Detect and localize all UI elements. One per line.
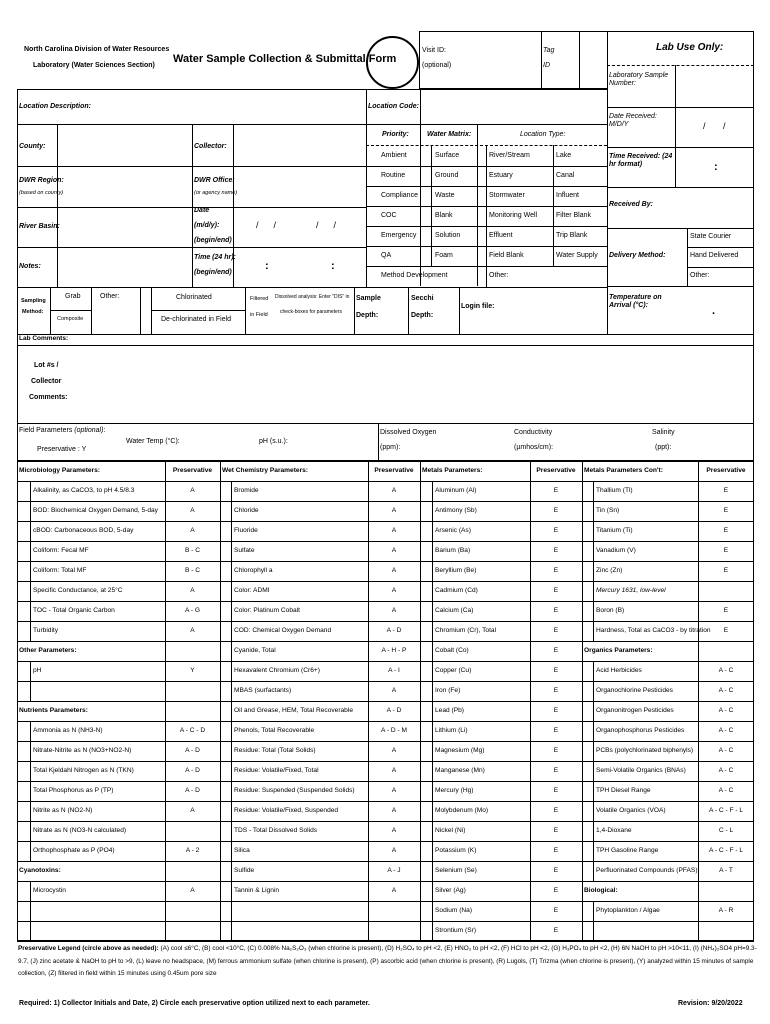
preservative-code[interactable]: A - D [386,707,402,714]
dissolved-oxygen-label-1[interactable]: Dissolved Oxygen [380,429,437,436]
county-label: County: [19,143,46,150]
parameter-label[interactable]: Nitrite as N (NO2-N) [33,807,93,814]
parameter-label[interactable]: COD: Chemical Oxygen Demand [234,627,332,634]
parameter-label[interactable]: Perfluorinated Compounds (PFAS) [596,867,698,874]
loctype-river-stream[interactable]: River/Stream [489,152,530,159]
footer-required: Required: 1) Collector Initials and Date, 2) Circle each preservative option utilized next to each parameter. [19,1000,370,1007]
dissolved-oxygen-label-2: (ppm): [380,444,401,451]
time-label-2: (begin/end) [194,269,232,276]
preservative-code[interactable]: E [553,507,559,514]
salinity-label-1[interactable]: Salinity [652,429,675,436]
parameter-label[interactable]: Coliform: Fecal MF [33,547,89,554]
lab-use-title: Lab Use Only: [656,42,724,53]
preservative-code[interactable]: A - D [185,747,200,754]
seal-circle [366,36,419,89]
water-matrix-label: Water Matrix: [427,131,472,138]
date-label-1: Date [194,207,210,214]
preservative-code[interactable]: E [553,907,559,914]
parameter-label[interactable]: Aluminum (Al) [435,487,477,494]
preservative-code[interactable]: A [391,787,397,794]
preservative-code[interactable]: E [723,547,729,554]
notes-label: Notes: [19,263,41,270]
parameter-label[interactable]: Cadmium (Cd) [435,587,478,594]
matrix-surface[interactable]: Surface [435,152,460,159]
preservative-code[interactable]: E [553,727,559,734]
parameter-label[interactable]: TPH Diesel Range [596,787,651,794]
preservative-code[interactable]: A - D [185,767,200,774]
preservative-code[interactable]: A [391,487,397,494]
section-header: Nutrients Parameters: [19,707,88,714]
parameter-label[interactable]: Magnesium (Mg) [435,747,485,754]
section-header: Biological: [584,887,618,894]
preservative-code[interactable]: A [391,827,397,834]
parameter-label[interactable]: MBAS (surfactants) [234,687,292,694]
collector-label: Collector: [194,143,227,150]
section-header: Cyanotoxins: [19,867,61,874]
parameter-label[interactable]: BOD: Biochemical Oxygen Demand, 5-day [33,507,158,514]
preservative-code[interactable]: A [190,507,195,514]
preservative-code[interactable]: E [723,607,729,614]
parameter-label[interactable]: Sodium (Na) [435,907,473,914]
preservative-code[interactable]: E [553,627,559,634]
tag-label: Tag [543,47,555,54]
loctype-trip-blank[interactable]: Trip Blank [556,232,588,239]
time-begin-colon[interactable]: : [265,260,269,272]
parameter-label[interactable]: Color: Platinum Cobalt [234,607,300,614]
loctype-filter-blank[interactable]: Filter Blank [556,212,592,219]
field-preservative-y: Preservative : Y [37,446,87,453]
parameter-label[interactable]: Cyanide, Total [234,647,276,654]
preservative-code[interactable]: C - L [718,827,734,834]
sampling-grab[interactable]: Grab [65,293,81,300]
parameter-label[interactable]: Organonitrogen Pesticides [596,707,674,714]
parameter-label[interactable]: Hardness, Total as CaCO3 - by titration [596,627,711,634]
temperature-label: Temperature on Arrival (°C): [609,294,662,310]
preservative-code[interactable]: A - J [387,867,401,874]
parameter-label[interactable]: Organophosphorus Pesticides [596,727,685,734]
preservative-code[interactable]: E [553,567,559,574]
parameter-label[interactable]: Residue: Total (Total Solids) [234,747,316,754]
parameter-label[interactable]: Microcystin [33,887,66,894]
matrix-waste[interactable]: Waste [435,192,455,199]
footer-revision: Revision: 9/20/2022 [678,1000,743,1007]
preservative-code[interactable]: A - C [718,747,734,754]
location-description-label: Location Description: [19,103,91,110]
loctype-other[interactable]: Other: [489,272,509,279]
preservative-code[interactable]: A [190,587,195,594]
preservative-code[interactable]: A [391,807,397,814]
parameter-label[interactable]: Nickel (Ni) [435,827,466,834]
preservative-code[interactable]: A [190,807,195,814]
parameter-label[interactable]: Boron (B) [596,607,625,614]
delivery-other[interactable]: Other: [690,272,710,279]
river-basin-label: River Basin: [19,223,60,230]
parameter-label[interactable]: Calcium (Ca) [435,607,474,614]
preservative-code[interactable]: E [553,487,559,494]
preservative-code[interactable]: A - C [718,707,734,714]
preservative-code[interactable]: B - C [184,567,201,574]
preservative-code[interactable]: E [553,687,559,694]
date-begin-slashes[interactable]: / / [256,220,277,230]
parameter-label[interactable]: Zinc (Zn) [596,567,623,574]
section-header: Metals Parameters Con't: [584,467,663,474]
parameter-label[interactable]: Residue: Volatile/Fixed, Total [234,767,319,774]
preservative-code[interactable]: A [391,747,397,754]
delivery-state-courier[interactable]: State Courier [690,233,732,240]
preservative-code[interactable]: E [723,527,729,534]
preservative-code[interactable]: E [553,707,559,714]
preservative-header: Preservative [536,467,576,474]
preservative-header: Preservative [706,467,746,474]
preservative-header: Preservative [172,467,213,474]
loctype-monitoring-well[interactable]: Monitoring Well [489,212,538,219]
preservative-code[interactable]: A [391,887,397,894]
preservative-code[interactable]: E [553,827,559,834]
preservative-code[interactable]: A [190,887,195,894]
time-label-1: Time (24 hr): [194,254,236,261]
comments-label: Comments: [29,394,68,401]
parameter-label[interactable]: Titanium (Ti) [596,527,633,534]
preservative-code[interactable]: A [391,587,397,594]
visit-id-note: (optional) [422,62,452,69]
ph-label[interactable]: pH (s.u.): [259,438,288,445]
priority-qa[interactable]: QA [381,252,392,259]
preservative-code[interactable]: B - C [184,547,201,554]
parameter-label[interactable]: Semi-Volatile Organics (BNAs) [596,767,686,774]
dwr-region-label: DWR Region: [19,177,64,184]
date-label-3: (begin/end) [194,237,232,244]
form-title: Water Sample Collection & Submittal Form [173,53,397,65]
sample-depth-label-2: Depth: [356,312,379,319]
preservative-legend: Preservative Legend (circle above as needed): (A) cool ≤6°C, (B) cool <10°C, (C) 0.008% Na₂S₂O₃ (when chlorine is present), (D) H₂SO₄ to pH <2, (E) HNO₃ to pH <2, (F) HCl to pH <2, (G) H₃PO₄ to pH <2, (H) 6N NaOH to pH >10<11, (I) (NH₄)₂SO4 pH=9.3-9.7, (J) zinc acetate & NaOH to pH to >9, (L) leave no headspace, (M) ferrous ammonium sulfate (when chlorine is present), (P) ascorbic acid (when chlorine is present), (R) Lugols, (T) Trizma (when chlorine is present), (Y) analyzed within 15 minutes of sample collection, (Z) filtered in field within 15 minutes using 0.45um pore size [18,945,757,977]
parameter-label[interactable]: Manganese (Mn) [435,767,485,774]
loctype-influent[interactable]: Influent [556,192,579,199]
filtered-in-field-1: Filtered [250,296,269,302]
parameter-label[interactable]: Beryllium (Be) [435,567,477,574]
priority-compliance[interactable]: Compliance [381,192,418,199]
parameter-label[interactable]: Chloride [234,507,259,514]
preservative-code[interactable]: A [391,847,397,854]
water-temp-label[interactable]: Water Temp (°C): [126,438,180,445]
parameter-label[interactable]: Oil and Grease, HEM, Total Recoverable [234,707,353,714]
parameter-label[interactable]: Nitrate as N (NO3-N calculated) [33,827,127,834]
delivery-method-label: Delivery Method: [609,252,666,259]
parameter-label[interactable]: Alkalinity, as CaCO3, to pH 4.5/8.3 [33,487,135,494]
sampling-method-label-2: Method: [22,309,44,315]
preservative-code[interactable]: A [391,507,397,514]
preservative-code[interactable]: A - R [718,907,734,914]
priority-emergency[interactable]: Emergency [381,232,417,239]
parameter-label[interactable]: Total Kjeldahl Nitrogen as N (TKN) [33,767,134,774]
loctype-estuary[interactable]: Estuary [489,172,513,179]
parameter-label[interactable]: Color: ADMI [234,587,270,594]
preservative-code[interactable]: A - D [386,627,402,634]
conductivity-label-2: (µmhos/cm): [514,444,554,451]
preservative-code[interactable]: E [553,847,559,854]
loctype-lake[interactable]: Lake [556,152,572,159]
parameter-label[interactable]: Selenium (Se) [435,867,477,874]
preservative-code[interactable]: A - D - M [380,727,407,734]
preservative-code[interactable]: E [723,567,729,574]
preservative-code[interactable]: E [553,587,559,594]
parameter-label[interactable]: Orthophosphate as P (PO4) [33,847,115,854]
parameter-label[interactable]: Silica [234,847,250,854]
preservative-code[interactable]: E [553,547,559,554]
loctype-stormwater[interactable]: Stormwater [489,192,525,199]
parameter-label[interactable]: Organochlorine Pesticides [596,687,673,694]
parameter-label[interactable]: Antimony (Sb) [435,507,477,514]
preservative-header: Preservative [374,467,414,474]
received-by-label: Received By: [609,201,653,208]
preservative-code[interactable]: E [553,807,559,814]
parameter-label[interactable]: Mercury 1631, low-level [596,587,666,594]
login-file-label: Login file: [461,303,495,310]
parameter-label[interactable]: TOC - Total Organic Carbon [33,607,115,614]
preservative-code[interactable]: Y [190,667,195,674]
parameter-label[interactable]: Nitrate-Nitrite as N (NO3+NO2-N) [33,747,132,754]
preservative-code[interactable]: A [190,527,195,534]
parameter-label[interactable]: Tin (Sn) [596,507,620,514]
tag-id-label: ID [543,62,550,69]
parameter-label[interactable]: Tannin & Lignin [234,887,280,894]
parameter-label[interactable]: Iron (Fe) [435,687,461,694]
parameter-label[interactable]: Hexavalent Chromium (Cr6+) [234,667,320,674]
sample-depth-label-1: Sample [356,295,381,302]
preservative-code[interactable]: A - C [718,687,734,694]
loctype-canal[interactable]: Canal [556,172,575,179]
preservative-code[interactable]: E [553,647,559,654]
section-header: Wet Chemistry Parameters: [222,467,308,474]
loctype-water-supply[interactable]: Water Supply [556,252,598,259]
preservative-code[interactable]: E [723,627,729,634]
location-code-label: Location Code: [368,103,419,110]
preservative-code[interactable]: A - C - F - L [708,807,744,814]
parameter-label[interactable]: Lead (Pb) [435,707,464,714]
parameter-label[interactable]: pH [33,667,42,674]
parameter-label[interactable]: cBOD: Carbonaceous BOD, 5-day [33,527,134,534]
parameter-label[interactable]: 1,4-Dioxane [596,827,632,834]
field-parameters-label: Field Parameters (optional): [19,427,106,434]
agency-section: Laboratory (Water Sciences Section) [33,62,155,69]
date-received-label: Date Received: M/D/Y [609,113,657,129]
preservative-code[interactable]: A [391,607,397,614]
parameter-label[interactable]: Residue: Suspended (Suspended Solids) [234,787,355,794]
preservative-code[interactable]: A - H - P [381,647,407,654]
salinity-label-2: (ppt): [655,444,672,451]
parameter-label[interactable]: Sulfate [234,547,255,554]
matrix-blank[interactable]: Blank [435,212,453,219]
preservative-code[interactable]: A - C [718,767,734,774]
sampling-other[interactable]: Other: [100,293,120,300]
secchi-depth-label-2: Depth: [411,312,434,319]
preservative-code[interactable]: A [190,487,195,494]
preservative-code[interactable]: E [553,607,559,614]
parameter-label[interactable]: Chromium (Cr), Total [435,627,497,634]
preservative-code[interactable]: E [553,927,559,934]
sampling-method-label-1: Sampling [21,298,46,304]
priority-routine[interactable]: Routine [381,172,406,179]
sampling-chlorinated[interactable]: Chlorinated [176,294,212,301]
matrix-ground[interactable]: Ground [435,172,459,179]
parameter-label[interactable]: TPH Gasoline Range [596,847,659,854]
preservative-code[interactable]: E [553,527,559,534]
dwr-office-label: DWR Office: [194,177,235,184]
visit-id-label: Visit ID: [422,47,446,54]
preservative-code[interactable]: A - 2 [185,847,200,854]
date-received-slashes: / / [703,121,726,131]
parameter-label[interactable]: Residue: Volatile/Fixed, Suspended [234,807,339,814]
parameter-label[interactable]: Arsenic (As) [435,527,471,534]
preservative-code[interactable]: A - G [184,607,201,614]
preservative-code[interactable]: A [391,687,397,694]
secchi-depth-label-1: Secchi [411,295,434,302]
parameter-label[interactable]: Potassium (K) [435,847,477,854]
priority-label: Priority: [382,131,409,138]
preservative-code[interactable]: A [391,547,397,554]
parameter-label[interactable]: Lithium (Li) [435,727,468,734]
parameter-label[interactable]: Phenols, Total Recoverable [234,727,315,734]
matrix-solution[interactable]: Solution [435,232,461,239]
parameter-label[interactable]: Volatile Organics (VOA) [596,807,666,814]
parameter-label[interactable]: Mercury (Hg) [435,787,474,794]
preservative-code[interactable]: E [553,867,559,874]
parameter-label[interactable]: Total Phosphorus as P (TP) [33,787,114,794]
preservative-code[interactable]: E [553,767,559,774]
preservative-code[interactable]: A [190,627,195,634]
preservative-code[interactable]: E [553,787,559,794]
delivery-hand-delivered[interactable]: Hand Delivered [690,252,739,259]
preservative-code[interactable]: E [723,487,729,494]
sampling-dechlorinated[interactable]: De-chlorinated in Field [161,316,232,323]
preservative-code[interactable]: E [723,507,729,514]
method-development[interactable]: Method Development [381,272,448,279]
date-end-slashes[interactable]: / / [316,220,337,230]
parameter-label[interactable]: Barium (Ba) [435,547,471,554]
parameter-label[interactable]: Strontium (Sr) [435,927,477,934]
parameter-label[interactable]: Chlorophyll a [234,567,273,574]
temperature-dot: . [712,305,716,317]
dwr-region-note: (based on county) [19,190,64,196]
time-end-colon[interactable]: : [331,260,335,272]
preservative-code[interactable]: E [553,887,559,894]
filtered-in-field-2: in Field [250,312,268,318]
parameter-label[interactable]: TDS - Total Dissolved Solids [234,827,318,834]
priority-coc[interactable]: COC [381,212,397,219]
conductivity-label-1[interactable]: Conductivity [514,429,553,436]
parameter-label[interactable]: Acid Herbicides [596,667,642,674]
agency-name: North Carolina Division of Water Resources [24,46,170,53]
preservative-code[interactable]: A - I [388,667,400,674]
lab-sample-number-label: Laboratory Sample Number: [609,72,669,88]
parameter-label[interactable]: Ammonia as N (NH3-N) [33,727,103,734]
preservative-code[interactable]: A - C [718,667,734,674]
parameter-label[interactable]: Thallium (Tl) [596,487,633,494]
preservative-code[interactable]: A - C - D [179,727,206,734]
loctype-effluent[interactable]: Effluent [489,232,513,239]
parameter-label[interactable]: Phytoplankton / Algae [596,907,660,914]
preservative-code[interactable]: A - D [185,787,200,794]
time-received-colon: : [714,161,718,173]
section-header: Metals Parameters: [422,467,483,474]
lot-numbers-label: Lot #s / [34,362,59,369]
parameter-label[interactable]: Sulfide [234,867,255,874]
preservative-code[interactable]: A - C [718,787,734,794]
priority-ambient[interactable]: Ambient [381,152,407,159]
section-header: Organics Parameters: [584,647,653,654]
preservative-code[interactable]: A [391,527,397,534]
parameter-label[interactable]: Molybdenum (Mo) [435,807,489,814]
parameter-label[interactable]: Silver (Ag) [435,887,466,894]
parameter-label[interactable]: Specific Conductance, at 25°C [33,587,123,594]
parameter-label[interactable]: Turbidity [33,627,59,634]
preservative-code[interactable]: A [391,767,397,774]
dwr-office-note: (or agency name) [194,190,238,196]
dissolved-analysis-note-1: Dissolved analysis: Enter "DIS" in [275,294,350,300]
preservative-code[interactable]: E [553,667,559,674]
parameter-label[interactable]: Coliform: Total MF [33,567,87,574]
section-header: Other Parameters: [19,647,77,654]
parameter-label[interactable]: PCBs (polychlorinated biphenyls) [596,747,694,754]
section-header: Microbiology Parameters: [19,467,100,474]
lab-comments-box[interactable] [17,334,754,424]
preservative-code[interactable]: A - T [719,867,733,874]
parameter-label[interactable]: Fluoride [234,527,258,534]
preservative-code[interactable]: A - C - F - L [708,847,744,854]
preservative-code[interactable]: E [553,747,559,754]
matrix-foam[interactable]: Foam [435,252,453,259]
lab-comments-label: Lab Comments: [19,335,69,342]
location-type-label: Location Type: [520,131,566,138]
date-label-2: (m/d/y): [194,222,220,229]
preservative-code[interactable]: A [391,567,397,574]
time-received-label: Time Received: (24 hr format) [609,153,673,169]
collector-label-2: Collector [31,378,62,385]
dissolved-analysis-note-2: check-boxes for parameters [280,309,342,315]
loctype-field-blank[interactable]: Field Blank [489,252,524,259]
parameter-label[interactable]: Copper (Cu) [435,667,472,674]
preservative-code[interactable]: A - C [718,727,734,734]
parameter-label[interactable]: Cobalt (Co) [435,647,469,654]
parameter-label[interactable]: Bromide [234,487,259,494]
parameter-label[interactable]: Vanadium (V) [596,547,636,554]
sampling-composite[interactable]: Composite [57,316,84,322]
